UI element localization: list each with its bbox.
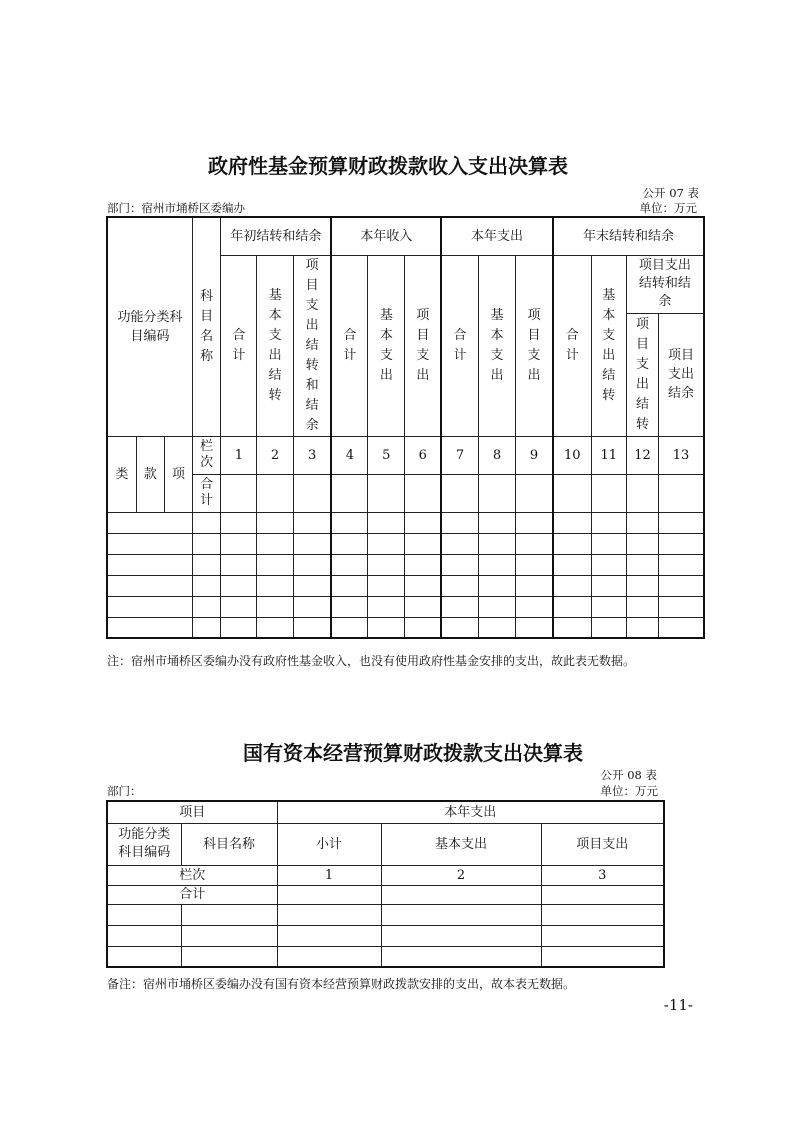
table-cell — [293, 474, 331, 512]
col-num: 9 — [516, 436, 553, 474]
sum-row-label: 合计 — [193, 474, 221, 512]
table1-unit: 单位：万元 — [639, 201, 697, 215]
table-cell — [381, 885, 541, 904]
func-code-header: 功能分类科目编码 — [107, 823, 181, 865]
income-basic-header: 基本支出 — [368, 255, 405, 436]
table-row — [107, 554, 704, 575]
table-cell — [516, 474, 553, 512]
expense-header: 本年支出 — [441, 217, 553, 255]
item-header: 项目 — [107, 801, 277, 823]
closing-total-header: 合计 — [553, 255, 591, 436]
table2-code: 公开 08 表 — [600, 768, 657, 782]
table1-dept: 部门：宿州市埇桥区委编办 — [107, 201, 245, 215]
row-no-label: 栏次 — [107, 865, 277, 885]
table-row — [107, 904, 664, 925]
opening-balance-header: 年初结转和结余 — [221, 217, 332, 255]
col-num: 8 — [478, 436, 515, 474]
income-total-header: 合计 — [331, 255, 367, 436]
col-num: 12 — [626, 436, 658, 474]
table-row — [107, 512, 704, 533]
col-num: 2 — [257, 436, 293, 474]
table-cell — [405, 474, 441, 512]
table-cell — [277, 885, 381, 904]
col-num: 3 — [541, 865, 664, 885]
table-cell — [591, 474, 626, 512]
table-cell — [368, 474, 405, 512]
table2-dept: 部门： — [107, 784, 142, 798]
income-project-header: 项目支出 — [405, 255, 441, 436]
table-cell — [626, 474, 658, 512]
table1-note: 注：宿州市埇桥区委编办没有政府性基金收入，也没有使用政府性基金安排的支出，故此表无数据。 — [107, 654, 636, 668]
closing-basic-carry-header: 基本支出结转 — [591, 255, 626, 436]
closing-project-carry-header: 项目支出结转 — [626, 314, 658, 436]
table-cell — [659, 474, 704, 512]
col-num: 11 — [591, 436, 626, 474]
expense-total-header: 合计 — [441, 255, 478, 436]
opening-project-carry-header: 项目支出结转和结余 — [293, 255, 331, 436]
subject-name-header: 科目名称 — [181, 823, 277, 865]
closing-project-carry-balance-header: 项目支出结转和结余 — [626, 255, 704, 314]
table-cell — [331, 474, 367, 512]
page-number: -11- — [663, 996, 693, 1014]
table-row — [107, 575, 704, 596]
col-num: 7 — [441, 436, 478, 474]
table-row — [107, 617, 704, 638]
table-row — [107, 946, 664, 967]
table-row — [107, 596, 704, 617]
opening-total-header: 合计 — [221, 255, 257, 436]
table2-note: 备注：宿州市埇桥区委编办没有国有资本经营预算财政拨款安排的支出，故本表无数据。 — [107, 977, 576, 991]
table1-code: 公开 07 表 — [642, 186, 699, 200]
col-num: 6 — [405, 436, 441, 474]
col-num: 5 — [368, 436, 405, 474]
table1-title: 政府性基金预算财政拨款收入支出决算表 — [208, 154, 568, 178]
xiang-header: 项 — [164, 436, 192, 512]
table-row — [107, 533, 704, 554]
col-num: 13 — [659, 436, 704, 474]
closing-project-balance-header: 项目支出结余 — [659, 314, 704, 436]
col-num: 1 — [277, 865, 381, 885]
col-num: 1 — [221, 436, 257, 474]
table2-title: 国有资本经营预算财政拨款支出决算表 — [243, 741, 583, 765]
func-code-header: 功能分类科目编码 — [107, 217, 193, 436]
table-cell — [541, 885, 664, 904]
income-header: 本年收入 — [331, 217, 441, 255]
subtotal-header: 小计 — [277, 823, 381, 865]
expense-basic-header: 基本支出 — [478, 255, 515, 436]
total-row-label: 合计 — [107, 885, 277, 904]
kuan-header: 款 — [136, 436, 164, 512]
expense-project-header: 项目支出 — [516, 255, 553, 436]
table-cell — [193, 512, 221, 533]
table-cell — [553, 474, 591, 512]
row-no-label: 栏次 — [193, 436, 221, 474]
basic-expense-header: 基本支出 — [381, 823, 541, 865]
this-year-expense-header: 本年支出 — [277, 801, 664, 823]
project-expense-header: 项目支出 — [541, 823, 664, 865]
closing-balance-header: 年末结转和结余 — [553, 217, 704, 255]
opening-basic-carry-header: 基本支出结转 — [257, 255, 293, 436]
subject-name-header: 科目名称 — [193, 217, 221, 436]
table-cell — [257, 474, 293, 512]
table-cell — [221, 474, 257, 512]
col-num: 3 — [293, 436, 331, 474]
table-cell — [441, 474, 478, 512]
table-row — [107, 925, 664, 946]
col-num: 10 — [553, 436, 591, 474]
table-cell — [478, 474, 515, 512]
lei-header: 类 — [107, 436, 136, 512]
government-fund-table — [106, 216, 705, 639]
table2-unit: 单位：万元 — [600, 784, 658, 798]
table-cell — [107, 512, 193, 533]
state-capital-table — [106, 800, 665, 968]
col-num: 2 — [381, 865, 541, 885]
col-num: 4 — [331, 436, 367, 474]
